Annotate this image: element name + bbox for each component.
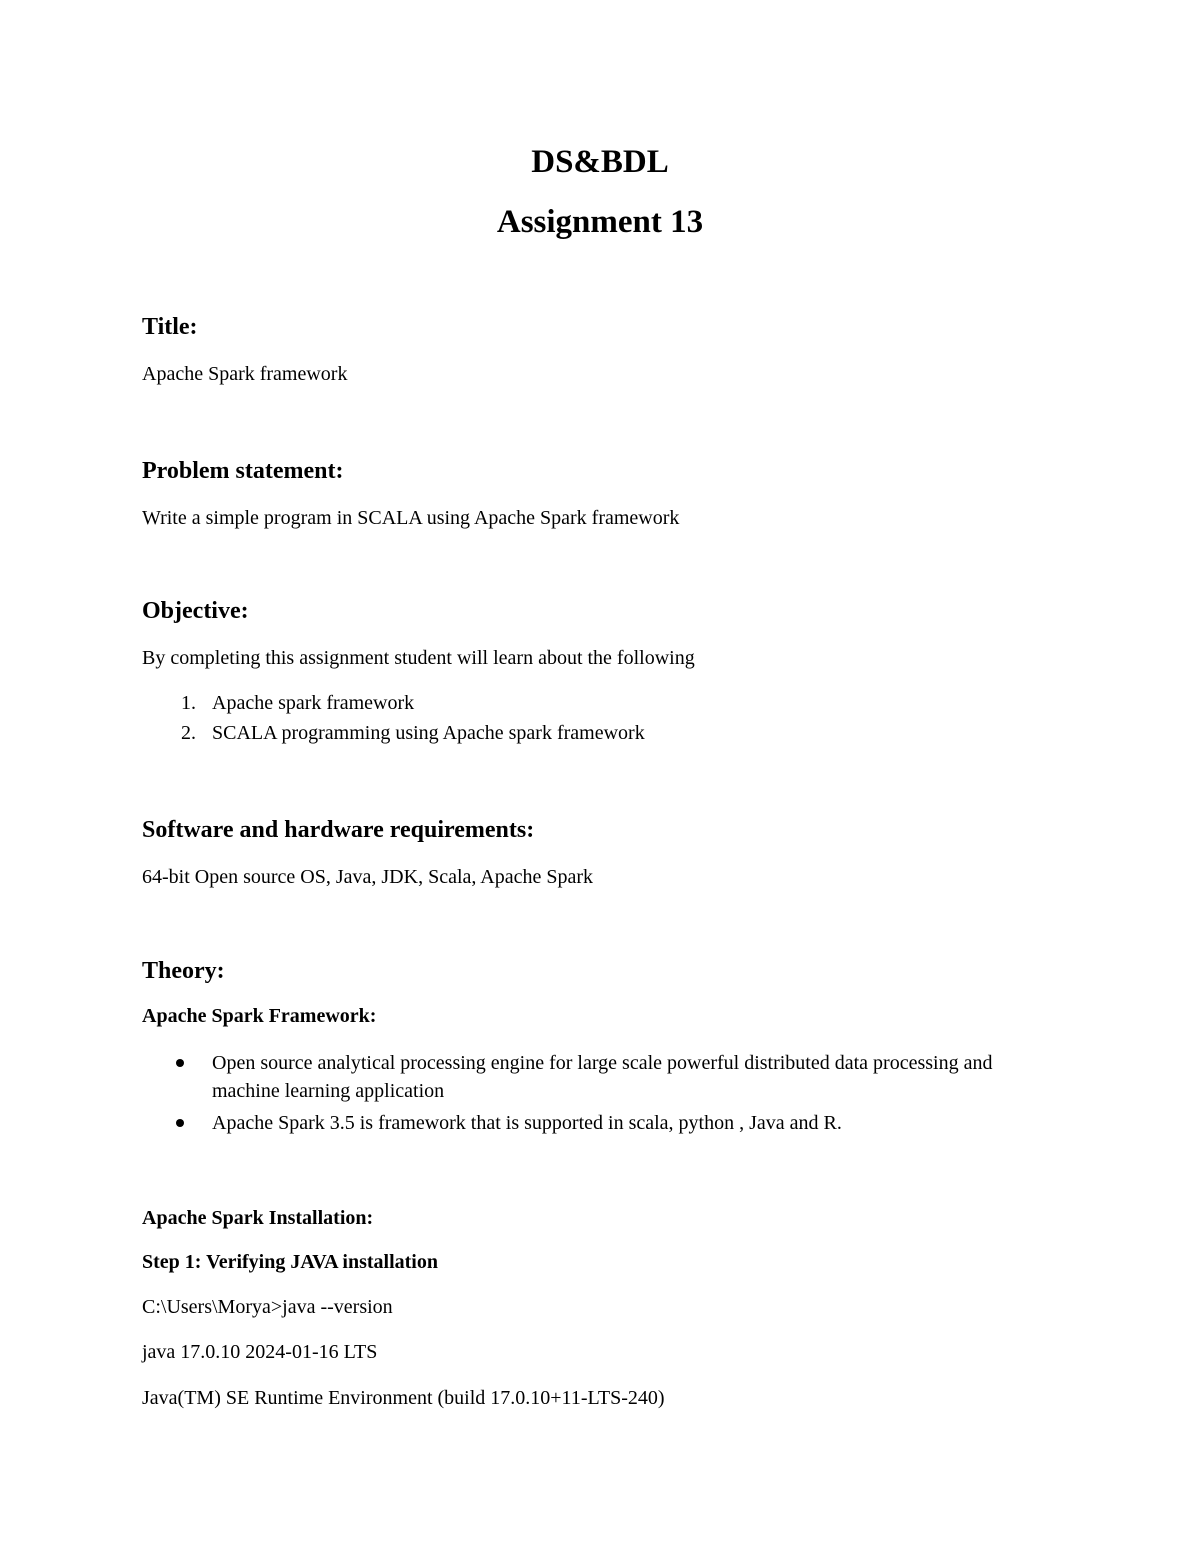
command-line: C:\Users\Morya>java --version (142, 1296, 393, 1318)
requirements-heading: Software and hardware requirements: (142, 817, 535, 843)
list-item-text: Apache Spark 3.5 is framework that is supported in scala, python , Java and R. (212, 1112, 842, 1134)
problem-heading: Problem statement: (142, 458, 344, 484)
assignment-title: Assignment 13 (496, 204, 704, 240)
requirements-text: 64-bit Open source OS, Java, JDK, Scala, Apache Spark (142, 866, 594, 888)
problem-text: Write a simple program in SCALA using Apache Spark framework (142, 507, 680, 529)
installation-subheading: Apache Spark Installation: (142, 1207, 374, 1229)
list-marker: 2. (181, 722, 196, 744)
step1-heading: Step 1: Verifying JAVA installation (142, 1251, 438, 1273)
objective-heading: Objective: (142, 598, 249, 624)
list-item-text: Open source analytical processing engine for large scale powerful distributed data processing and machine learning application (212, 1052, 993, 1102)
bullet-icon (176, 1059, 184, 1067)
list-marker: 1. (181, 692, 196, 714)
list-item-text: SCALA programming using Apache spark framework (212, 722, 645, 744)
theory-heading: Theory: (142, 958, 225, 984)
title-heading: Title: (142, 314, 198, 340)
course-title: DS&BDL (531, 144, 669, 180)
framework-subheading: Apache Spark Framework: (142, 1005, 377, 1027)
output-line: Java(TM) SE Runtime Environment (build 17.0.10+11-LTS-240) (142, 1387, 665, 1409)
list-item-text: Apache spark framework (212, 692, 415, 714)
output-line: java 17.0.10 2024-01-16 LTS (142, 1341, 378, 1363)
objective-intro: By completing this assignment student will learn about the following (142, 647, 695, 669)
title-text: Apache Spark framework (142, 363, 348, 385)
bullet-icon (176, 1119, 184, 1127)
